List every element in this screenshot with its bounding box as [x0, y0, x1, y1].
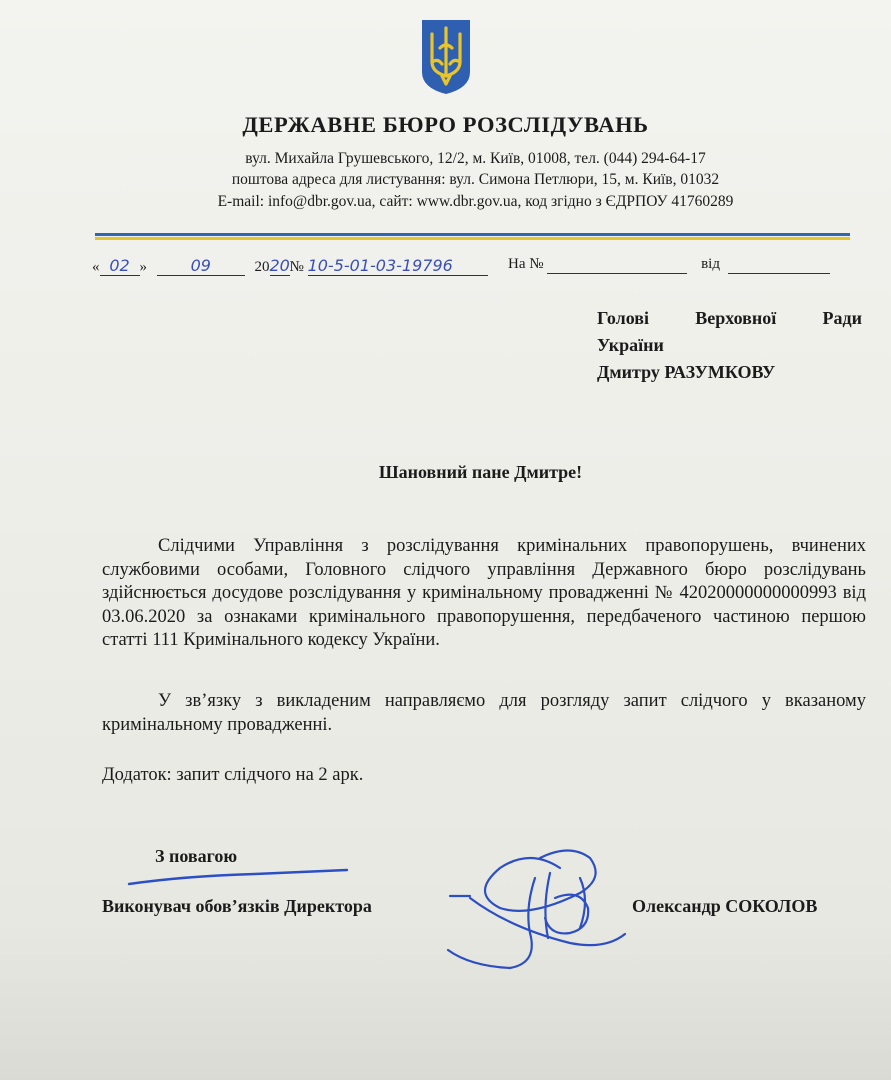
- recipient-word-2: Верховної: [695, 308, 777, 328]
- from-label: від: [701, 256, 720, 272]
- reg-month: 09: [157, 256, 245, 276]
- reply-reference: [508, 256, 830, 286]
- contact-line: E-mail: info@dbr.gov.ua, сайт: www.dbr.gov.ua, код згідно з ЄДРПОУ 41760289: [217, 193, 734, 210]
- appendix-note: Додаток: запит слідчого на 2 арк.: [102, 765, 364, 785]
- reg-number-label: №: [289, 259, 304, 275]
- flag-rule-yellow: [95, 237, 850, 240]
- address-line-2: поштова адреса для листування: вул. Симона Петлюри, 15, м. Київ, 01032: [231, 171, 720, 188]
- pen-underline: [125, 862, 350, 892]
- recipient-word-1: Голові: [597, 308, 650, 328]
- handwritten-signature: [430, 838, 630, 978]
- quote-open: «: [92, 259, 100, 275]
- quote-close: »: [139, 259, 147, 275]
- organization-title: ДЕРЖАВНЕ БЮРО РОЗСЛІДУВАНЬ: [242, 112, 649, 137]
- recipient-word-3: Ради: [822, 308, 862, 328]
- trident-coat-of-arms-icon: [418, 18, 474, 96]
- reply-label: На №: [508, 256, 544, 272]
- recipient-block: [597, 305, 862, 386]
- reg-day: 02: [100, 256, 140, 276]
- signatory-position: Виконувач обов’язків Директора: [102, 896, 372, 916]
- body-paragraph-1: Слідчими Управління з розслідування кримінальних правопорушень, вчинених службовими особами, Головного слідчого управління Державного бюро розслідувань здійснюється досудове розслідування у кримінальному провадженні № 42020000000000993 від 03.06.2020 за ознаками кримінального правопорушення, передбаченого частиною першою статті 111 Кримінального кодексу України.: [102, 536, 866, 650]
- salutation: Шановний пане Дмитре!: [378, 462, 583, 482]
- closing-regards: З повагою: [155, 846, 238, 866]
- body-paragraph-2: У зв’язку з викладеним направляємо для розгляду запит слідчого у вказаному кримінальному провадженні.: [102, 691, 866, 735]
- reg-number: 10-5-01-03-19796: [308, 256, 488, 276]
- reg-year-suffix: 20: [269, 256, 290, 275]
- recipient-name: Дмитру РАЗУМКОВУ: [597, 362, 776, 382]
- from-date-blank: [728, 256, 830, 274]
- reply-number-blank: [547, 256, 687, 274]
- recipient-line-2: України: [597, 335, 664, 355]
- address-line-1: вул. Михайла Грушевського, 12/2, м. Київ, 01008, тел. (044) 294-64-17: [245, 150, 706, 167]
- reg-year-prefix: 20: [254, 259, 270, 275]
- registration-line: [92, 256, 488, 286]
- flag-rule-blue: [95, 233, 850, 236]
- signatory-name: Олександр СОКОЛОВ: [632, 896, 818, 916]
